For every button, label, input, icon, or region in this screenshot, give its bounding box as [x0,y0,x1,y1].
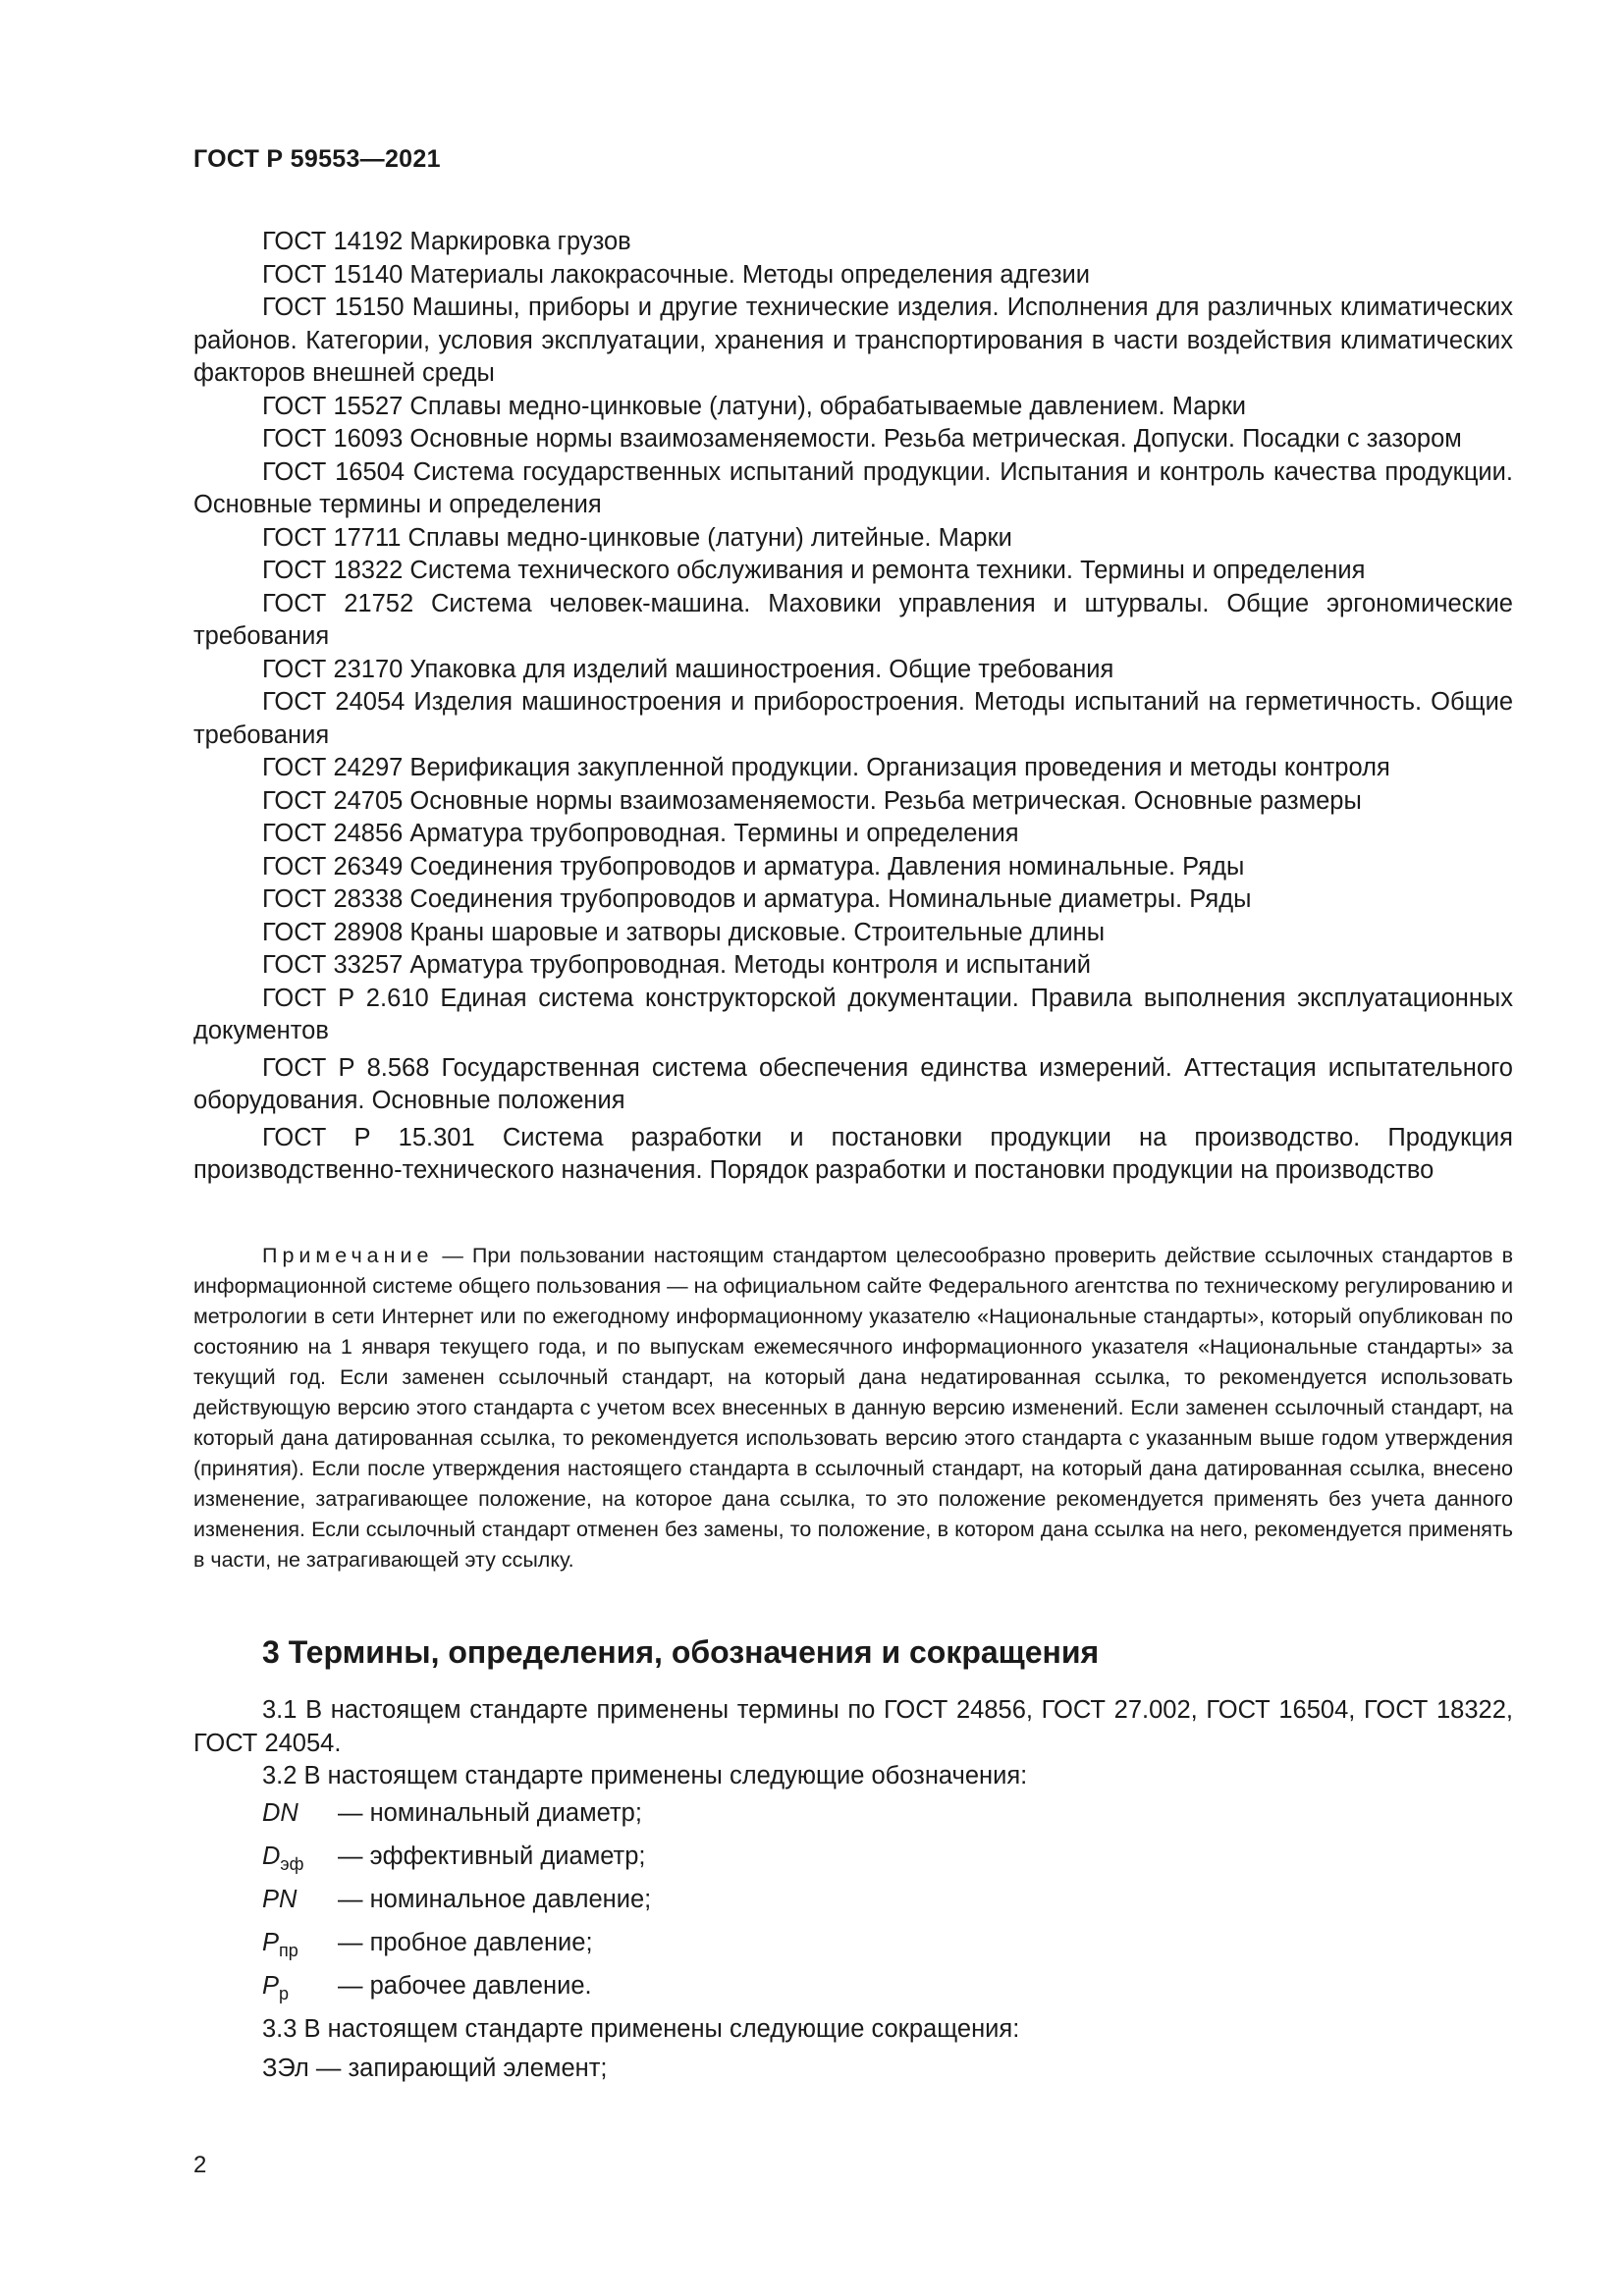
reference-item: ГОСТ 15140 Материалы лакокрасочные. Методы определения адгезии [262,260,1091,289]
symbol-row [193,1968,1513,2011]
section-3-body [193,1694,1513,2087]
abbreviation-row [193,2050,1513,2087]
reference-item: ГОСТ 16504 Система государственных испытаний продукции. Испытания и контроль качества продукции. Основные термины и определения [193,457,1513,518]
reference-item: ГОСТ 17711 Сплавы медно-цинковые (латуни) литейные. Марки [262,523,1012,552]
reference-item: ГОСТ Р 2.610 Единая система конструкторской документации. Правила выполнения эксплуатационных документов [193,984,1513,1044]
reference-item: ГОСТ 26349 Соединения трубопроводов и арматура. Давления номинальные. Ряды [262,852,1245,881]
reference-item: ГОСТ 18322 Система технического обслуживания и ремонта техники. Термины и определения [262,557,1366,584]
symbol-description: — номинальный диаметр; [338,1798,642,1827]
clause-3-1: 3.1 В настоящем стандарте применены термины по ГОСТ 24856, ГОСТ 27.002, ГОСТ 16504, ГОСТ 18322, ГОСТ 24054. [193,1696,1513,1757]
symbol-description: — эффективный диаметр; [338,1842,646,1870]
symbol: DN [262,1798,298,1827]
abbreviation: ЗЭл [262,2055,309,2083]
reference-item: ГОСТ 33257 Арматура трубопроводная. Методы контроля и испытаний [262,951,1091,979]
reference-item: ГОСТ 24856 Арматура трубопроводная. Термины и определения [262,820,1019,847]
reference-item: ГОСТ Р 15.301 Система разработки и постановки продукции на производство. Продукция производственно-технического назначения. Порядок разработки и постановки продукции на производство [193,1123,1513,1184]
reference-item: ГОСТ 15150 Машины, приборы и другие технические изделия. Исполнения для различных климатических районов. Категории, условия эксплуатации, хранения и транспортирования в части воздействия климатических факторов внешней среды [193,294,1513,387]
symbol-description: — рабочее давление. [338,1971,592,2000]
abbreviation-description: — запирающий элемент; [315,2055,608,2083]
symbol-description: — номинальное давление; [338,1885,652,1913]
reference-item: ГОСТ 24705 Основные нормы взаимозаменяемости. Резьба метрическая. Основные размеры [262,786,1362,815]
symbol-row [193,1925,1513,1968]
clause-3-2: 3.2 В настоящем стандарте применены следующие обозначения: [262,1762,1028,1789]
reference-item: ГОСТ 28908 Краны шаровые и затворы дисковые. Строительные длины [262,918,1106,946]
note-paragraph [193,1241,1513,1575]
symbol: $P_{пр}$ [262,1928,298,1960]
document-header: ГОСТ Р 59553—2021 [193,145,441,173]
reference-item: ГОСТ 24297 Верификация закупленной продукции. Организация проведения и методы контроля [262,754,1390,781]
reference-item: ГОСТ 15527 Сплавы медно-цинковые (латуни), обрабатываемые давлением. Марки [262,392,1246,420]
clause-3-3: 3.3 В настоящем стандарте применены следующие сокращения: [262,2014,1020,2043]
reference-item: ГОСТ 16093 Основные нормы взаимозаменяемости. Резьба метрическая. Допуски. Посадки с зазором [262,425,1462,453]
symbol: $D_{эф}$ [262,1842,304,1874]
reference-item: ГОСТ 23170 Упаковка для изделий машиностроения. Общие требования [262,655,1114,683]
reference-item: ГОСТ 21752 Система человек-машина. Маховики управления и штурвалы. Общие эргономические требования [193,589,1513,650]
reference-item: ГОСТ 24054 Изделия машиностроения и приборостроения. Методы испытаний на герметичность. Общие требования [193,688,1513,749]
reference-item: ГОСТ Р 8.568 Государственная система обеспечения единства измерений. Аттестация испытательного оборудования. Основные положения [193,1053,1513,1114]
symbol: $P_р$ [262,1971,290,2003]
page-number: 2 [193,2152,207,2178]
note-label: Примечание [262,1244,434,1267]
symbol-row [193,1795,1513,1839]
note-text: — При пользовании настоящим стандартом целесообразно проверить действие ссылочных стандартов в информационной системе общего пользования — на официальном сайте Федерального агентства по техническому регулированию и метрологии в сети Интернет или по ежегодному информационному указателю «Национальные стандарты», который опубликован по состоянию на 1 января текущего года, и по выпускам ежемесячного информационного указателя «Национальные стандарты» за текущий год. Если заменен ссылочный стандарт, на который дана недатированная ссылка, то рекомендуется использовать действующую версию этого стандарта с учетом всех внесенных в данную версию изменений. Если заменен ссылочный стандарт, на который дана датированная ссылка, то рекомендуется использовать версию этого стандарта с указанным выше годом утверждения (принятия). Если после утверждения настоящего стандарта в ссылочный стандарт, на который дана датированная ссылка, внесено изменение, затрагивающее положение, на которое дана ссылка, то это положение рекомендуется применять без учета данного изменения. Если ссылочный стандарт отменен без замены, то положение, в котором дана ссылка на него, рекомендуется применять в части, не затрагивающей эту ссылку. [193,1244,1513,1572]
symbol-row [193,1882,1513,1925]
symbol-row [193,1839,1513,1882]
reference-item: ГОСТ 14192 Маркировка грузов [262,228,631,255]
symbol: PN [262,1885,298,1913]
normative-references-list [193,226,1513,1188]
section-3-title: 3 Термины, определения, обозначения и сокращения [262,1634,1100,1670]
reference-item: ГОСТ 28338 Соединения трубопроводов и арматура. Номинальные диаметры. Ряды [262,885,1252,913]
symbol-description: — пробное давление; [338,1928,593,1956]
